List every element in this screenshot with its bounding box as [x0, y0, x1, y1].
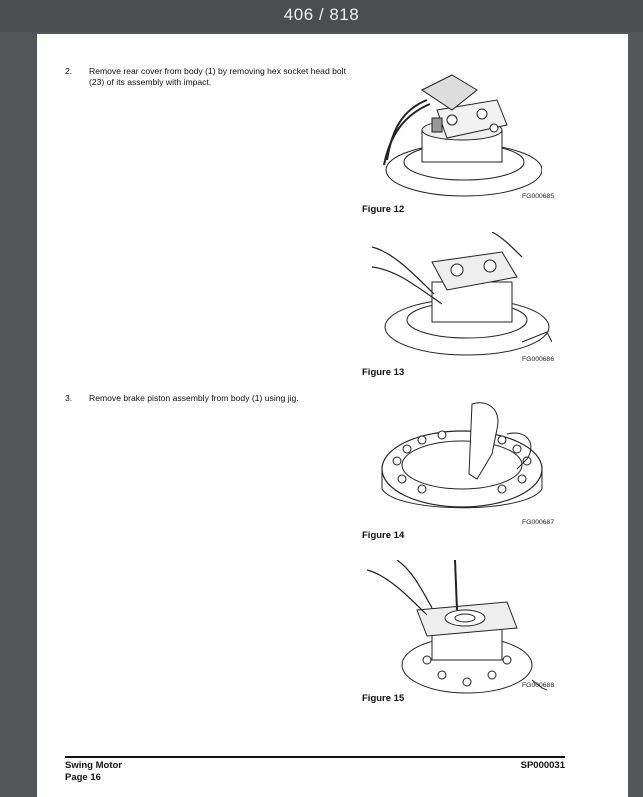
figure-caption: Figure 12	[362, 204, 405, 215]
page-indicator: 406 / 818	[0, 0, 643, 32]
figure-caption: Figure 13	[362, 367, 405, 378]
figure-15-illustration	[367, 560, 547, 695]
footer-left	[65, 760, 122, 784]
step-number: 2.	[65, 66, 73, 76]
footer-section-title: Swing Motor	[65, 760, 122, 771]
figure-code: FG000685	[522, 193, 555, 200]
footer-page-number: Page 16	[65, 772, 101, 783]
figure-14-illustration	[377, 399, 555, 526]
figure-caption: Figure 14	[362, 530, 405, 541]
document-page	[37, 34, 628, 797]
figure-code: FG000686	[522, 356, 555, 363]
footer-divider	[65, 756, 565, 758]
figure-code: FG000687	[522, 519, 555, 526]
figure-12-illustration	[382, 70, 542, 200]
step-text: Remove brake piston assembly from body (1) using jig.	[89, 393, 299, 403]
footer-doc-code: SP000031	[520, 760, 565, 771]
step-number: 3.	[65, 393, 73, 403]
step-text: Remove rear cover from body (1) by removing hex socket head bolt (23) of its assembly with impact.	[89, 66, 346, 87]
figure-code: FG000688	[522, 682, 555, 689]
figure-13-illustration	[372, 232, 555, 363]
figure-caption: Figure 15	[362, 693, 405, 704]
